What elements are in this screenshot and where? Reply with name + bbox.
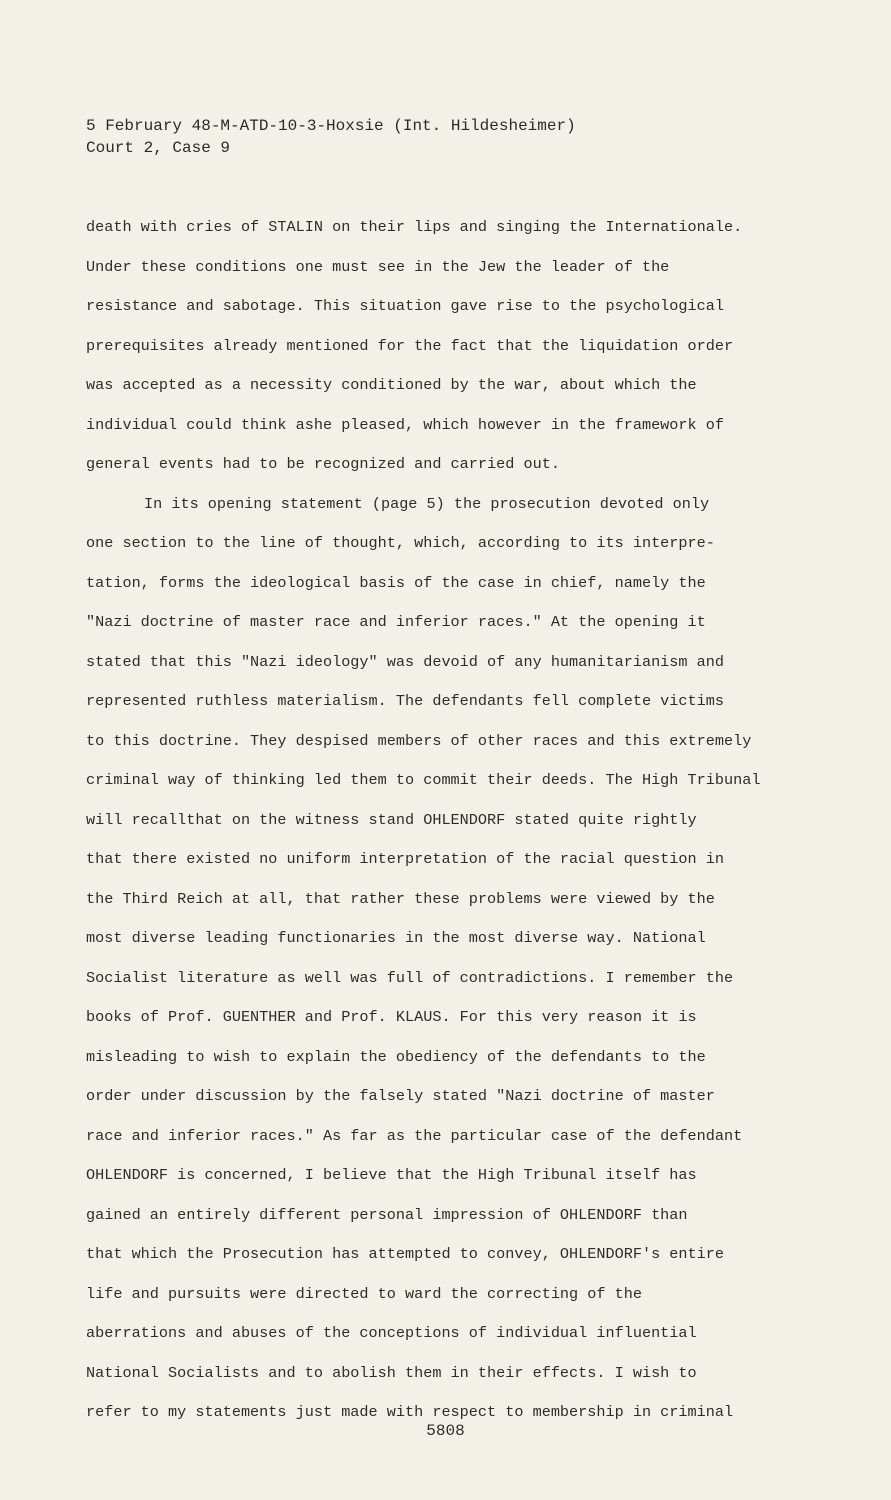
header-court-case: Court 2, Case 9 [86,139,231,157]
paragraph-first-line: In its opening statement (page 5) the prosecution devoted only [144,494,710,513]
text-line: books of Prof. GUENTHER and Prof. KLAUS. For this very reason it is [86,1008,697,1026]
text-line: death with cries of STALIN on their lips and singing the Internationale. [86,218,743,236]
text-line: race and inferior races." As far as the particular case of the defendant [86,1126,743,1145]
text-line: National Socialists and to abolish them in their effects. I wish to [86,1363,697,1382]
document-body [86,208,806,1433]
text-line: that there existed no uniform interpretation of the racial question in [86,850,724,868]
text-line: was accepted as a necessity conditioned by the war, about which the [86,376,697,394]
text-line: aberrations and abuses of the conceptions of individual influential [86,1324,697,1342]
text-line: the Third Reich at all, that rather these problems were viewed by the [86,889,715,908]
text-line: one section to the line of thought, which, according to its interpre- [86,534,715,552]
text-line: misleading to wish to explain the obediency of the defendants to the [86,1047,706,1066]
text-line: refer to my statements just made with respect to membership in criminal [86,1403,734,1421]
text-line: prerequisites already mentioned for the fact that the liquidation order [86,336,734,355]
text-line: life and pursuits were directed to ward the correcting of the [86,1284,642,1303]
text-line: resistance and sabotage. This situation gave rise to the psychological [86,297,724,315]
text-line: individual could think ashe pleased, which however in the framework of [86,415,724,434]
text-line: Under these conditions one must see in the Jew the leader of the [86,257,670,276]
text-line: will recallthat on the witness stand OHLENDORF stated quite rightly [86,810,697,829]
text-line: "Nazi doctrine of master race and inferior races." At the opening it [86,613,706,631]
text-line: criminal way of thinking led them to commit their deeds. The High Tribunal [86,771,761,789]
text-line: order under discussion by the falsely stated "Nazi doctrine of master [86,1087,715,1105]
document-header [86,115,576,159]
text-line: general events had to be recognized and carried out. [86,455,560,473]
page-number: 5808 [426,1422,465,1440]
text-line: to this doctrine. They despised members of other races and this extremely [86,731,752,750]
text-line: OHLENDORF is concerned, I believe that the High Tribunal itself has [86,1166,697,1184]
text-line: stated that this "Nazi ideology" was devoid of any humanitarianism and [86,652,724,671]
text-line: Socialist literature as well was full of contradictions. I remember the [86,968,734,987]
text-line: gained an entirely different personal impression of OHLENDORF than [86,1205,688,1224]
text-line: tation, forms the ideological basis of the case in chief, namely the [86,573,706,592]
text-line: that which the Prosecution has attempted to convey, OHLENDORF's entire [86,1245,724,1263]
text-line: represented ruthless materialism. The defendants fell complete victims [86,692,724,710]
header-date-reference: 5 February 48-M-ATD-10-3-Hoxsie (Int. Hildesheimer) [86,117,576,135]
text-line: most diverse leading functionaries in the most diverse way. National [86,929,706,947]
